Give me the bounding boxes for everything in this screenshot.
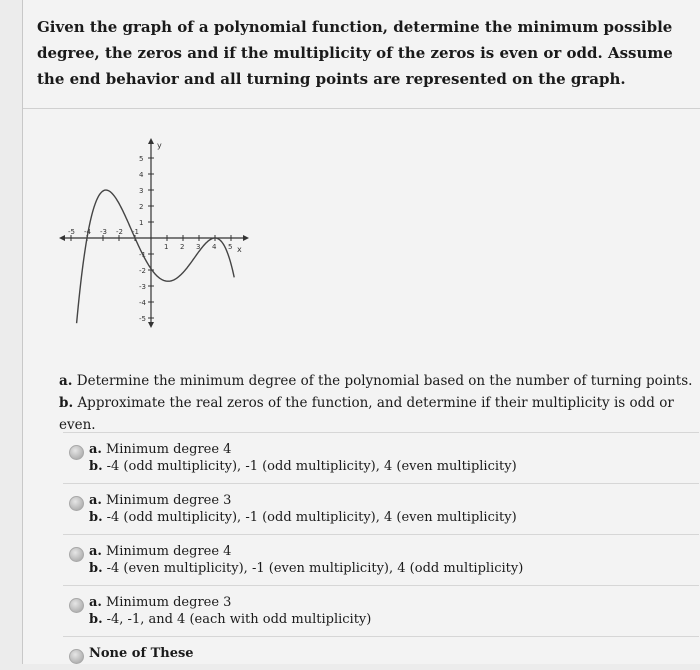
choice-2[interactable]: a. Minimum degree 3 b. -4 (odd multiplicity), -1 (odd multiplicity), 4 (even multiplicity)	[63, 483, 699, 534]
y-axis-arrow-top	[148, 138, 154, 144]
x-tick-label: 4	[212, 243, 217, 251]
x-tick-label: -5	[68, 228, 75, 236]
y-tick-label: 1	[139, 219, 144, 227]
divider	[23, 108, 700, 109]
y-axis-label: y	[157, 141, 162, 150]
x-tick-label: -3	[100, 228, 107, 236]
polynomial-curve	[77, 190, 235, 323]
y-tick-label: 3	[139, 187, 144, 195]
question-panel	[22, 0, 700, 664]
instruction-b: b. Approximate the real zeros of the function, and determine if their multiplicity is odd or even.	[59, 395, 674, 433]
y-tick-label: 2	[139, 203, 144, 211]
choice-4[interactable]: a. Minimum degree 3 b. -4, -1, and 4 (each with odd multiplicity)	[63, 585, 699, 636]
y-tick-label: -4	[139, 299, 146, 307]
x-tick-label: 1	[164, 243, 169, 251]
x-axis-label: x	[237, 245, 242, 254]
y-axis-arrow-bottom	[148, 322, 154, 328]
instructions	[59, 370, 699, 436]
choice-3[interactable]: a. Minimum degree 4 b. -4 (even multiplicity), -1 (even multiplicity), 4 (odd multiplicity)	[63, 534, 699, 585]
radio-button[interactable]	[69, 496, 84, 511]
radio-button[interactable]	[69, 598, 84, 613]
x-axis-arrow-right	[243, 235, 249, 241]
x-axis-arrow-left	[59, 235, 65, 241]
radio-button[interactable]	[69, 547, 84, 562]
question-text: Given the graph of a polynomial function, determine the minimum possible degree, the zeros and if the multiplicity of the zeros is even or odd. Assume the end behavior and all turning points are represented on the graph.	[37, 18, 673, 88]
choice-1[interactable]: a. Minimum degree 4 b. -4 (odd multiplicity), -1 (odd multiplicity), 4 (even multiplicity)	[63, 432, 699, 483]
x-tick-label: -2	[116, 228, 123, 236]
x-tick-label: -1	[132, 228, 139, 236]
x-tick-label: 5	[228, 243, 233, 251]
answer-choices	[63, 432, 699, 670]
y-tick-label: -5	[139, 315, 146, 323]
choice-none[interactable]	[63, 636, 699, 670]
instruction-a: a. Determine the minimum degree of the polynomial based on the number of turning points.	[59, 373, 693, 389]
radio-button[interactable]	[69, 649, 84, 664]
y-tick-label: -3	[139, 283, 146, 291]
y-tick-label: 5	[139, 155, 144, 163]
x-tick-label: 2	[180, 243, 185, 251]
y-tick-label: -2	[139, 267, 146, 275]
radio-button[interactable]	[69, 445, 84, 460]
y-tick-label: -1	[139, 251, 146, 259]
y-ticks	[139, 155, 154, 323]
x-tick-label: -4	[84, 228, 91, 236]
polynomial-graph	[51, 130, 251, 330]
choice-none-label: None of These	[89, 646, 194, 661]
x-ticks	[68, 228, 232, 251]
x-tick-label: 3	[196, 243, 201, 251]
y-tick-label: 4	[139, 171, 144, 179]
